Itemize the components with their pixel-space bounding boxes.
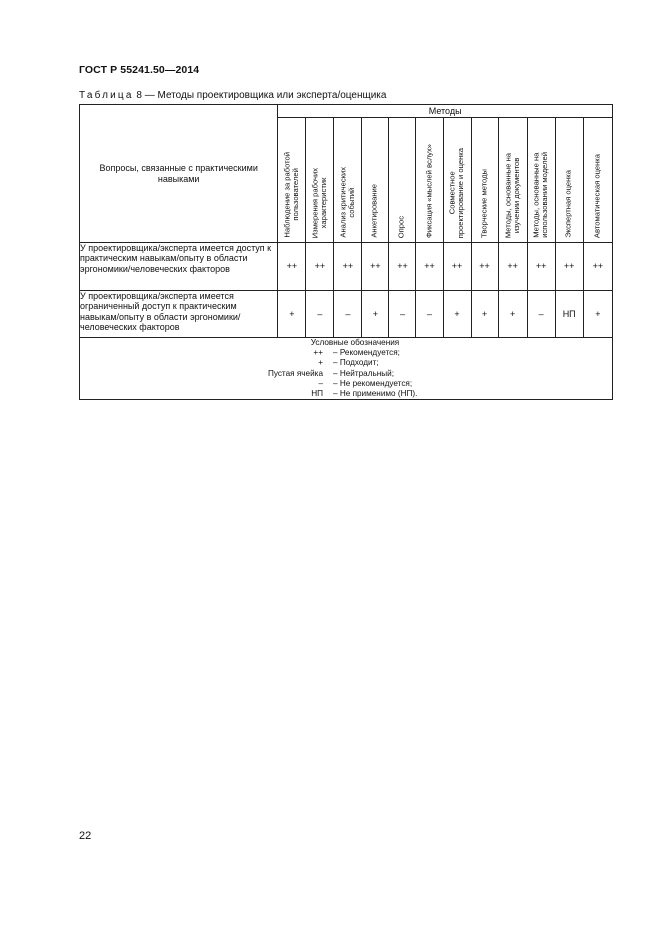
legend-cell — [80, 338, 613, 400]
page-number: 22 — [79, 830, 92, 842]
column-header-label: Экспертная оценка — [563, 170, 573, 238]
column-header-document-based — [498, 118, 527, 243]
column-header-model-based — [527, 118, 555, 243]
column-header-expert-evaluation — [555, 118, 583, 243]
column-header-questionnaire — [362, 118, 389, 243]
table-cell: – — [527, 291, 555, 338]
column-header-label: Методы, основанные на изучении документов — [503, 152, 521, 238]
legend-title: Условные обозначения — [310, 338, 400, 347]
column-header-observation — [278, 118, 306, 243]
column-header-label: Совместное проектирование и оценка — [447, 147, 466, 238]
table-caption-title: 8 — Методы проектировщика или эксперта/оценщика — [133, 90, 387, 101]
legend-meaning: – Нейтральный; — [333, 368, 395, 378]
legend-symbol: ++ — [313, 348, 323, 358]
legend-symbol: НП — [311, 389, 323, 399]
table-cell: НП — [555, 291, 583, 338]
table-cell: ++ — [498, 243, 527, 291]
legend-symbol: + — [318, 358, 323, 368]
column-header-label: Фиксация «мыслей вслух» — [424, 144, 434, 238]
table-caption-word: Таблица — [79, 90, 134, 101]
legend-meaning: – Не применимо (НП). — [333, 389, 418, 399]
legend-meaning: – Рекомендуется; — [333, 348, 400, 358]
column-header-label: Опрос — [397, 215, 407, 238]
row-question: У проектировщика/эксперта имеется доступ к практическим навыкам/опыту в области эргономики/человеческих факторов — [80, 243, 278, 291]
legend-item — [80, 358, 612, 368]
legend-meaning: – Подходит; — [333, 358, 379, 368]
question-column-header: Вопросы, связанные с практическими навыками — [80, 105, 278, 243]
column-header-label: Автоматическая оценка — [592, 153, 602, 238]
table-cell: – — [389, 291, 416, 338]
table-cell: ++ — [583, 243, 612, 291]
header-row-methods — [80, 105, 613, 118]
table-row — [80, 243, 613, 291]
table-cell: ++ — [471, 243, 498, 291]
legend-item — [80, 379, 612, 389]
legend-item — [80, 348, 612, 358]
table-row — [80, 291, 613, 338]
table-cell: – — [334, 291, 362, 338]
column-header-label: Измерения рабочих характеристик — [310, 167, 328, 238]
column-header-label: Творческие методы — [479, 169, 489, 238]
table-cell: – — [416, 291, 443, 338]
column-header-collaborative-design — [443, 118, 471, 243]
column-header-creative-methods — [471, 118, 498, 243]
row-question: У проектировщика/эксперта имеется ограниченный доступ к практическим навыкам/опыту в области эргономики/человеческих факторов — [80, 291, 278, 338]
table-cell: ++ — [389, 243, 416, 291]
table-cell: ++ — [278, 243, 306, 291]
table-cell: + — [583, 291, 612, 338]
column-header-performance-measurement — [306, 118, 334, 243]
table-cell: + — [498, 291, 527, 338]
table-caption — [79, 90, 386, 101]
table-cell: + — [443, 291, 471, 338]
table-cell: ++ — [555, 243, 583, 291]
table-cell: ++ — [334, 243, 362, 291]
column-header-label: Анализ критических событий — [338, 167, 356, 238]
column-header-critical-incident — [334, 118, 362, 243]
table-cell: ++ — [362, 243, 389, 291]
legend-item — [80, 389, 612, 399]
table-cell: + — [278, 291, 306, 338]
table-cell: ++ — [416, 243, 443, 291]
document-header: ГОСТ Р 55241.50—2014 — [79, 64, 200, 76]
column-header-automated-evaluation — [583, 118, 612, 243]
column-header-think-aloud — [416, 118, 443, 243]
methods-group-header: Методы — [278, 105, 613, 118]
column-header-label: Анкетирование — [370, 184, 380, 238]
legend-symbol: Пустая ячейка — [267, 368, 323, 378]
column-header-label: Методы, основанные на использовании моделей — [531, 152, 550, 238]
legend-row — [80, 338, 613, 400]
table-cell: + — [362, 291, 389, 338]
legend-item — [80, 369, 612, 379]
column-header-label: Наблюдение за работой пользователей — [282, 152, 300, 238]
table-cell: ++ — [306, 243, 334, 291]
column-header-interview — [389, 118, 416, 243]
table-cell: ++ — [527, 243, 555, 291]
table-cell: + — [471, 291, 498, 338]
methods-table — [79, 104, 613, 400]
table-cell: ++ — [443, 243, 471, 291]
legend-meaning: – Не рекомендуется; — [333, 378, 413, 388]
table-cell: – — [306, 291, 334, 338]
legend-symbol: – — [318, 378, 323, 388]
